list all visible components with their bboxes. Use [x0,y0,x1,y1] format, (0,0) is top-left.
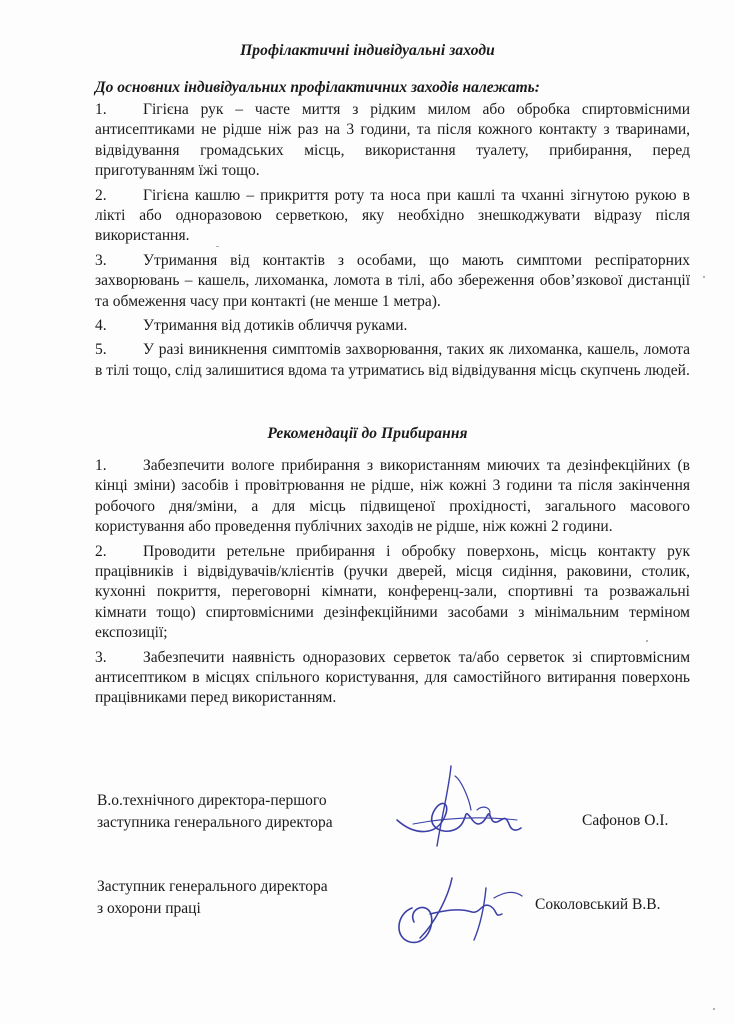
scan-speck [713,1008,715,1010]
prevention-list [95,100,690,385]
list-item: 5. У разі виникнення симптомів захворювання, таких як лихоманка, кашель, ломота в тілі тощо, слід залишитися вдома та утриматись від відвідування місць скупчень людей. [95,341,690,379]
list-item: 2. Гігієна кашлю – прикриття роту та носа при кашлі та чханні зігнутою рукою в лікті або одноразовою серветкою, яку необхідно знешкоджувати відразу після використання. [95,186,690,245]
list-item: 3. Забезпечити наявність одноразових серветок та/або серветок зі спиртовмісним антисептиком в місцях спільного користування, для самостійного витирання поверхонь працівниками перед використанням. [95,648,690,707]
signatory-name-1: Сафонов О.І. [582,812,669,829]
cleaning-list [95,456,690,713]
list-item: 3. Утримання від контактів з особами, що мають симптоми респіраторних захворювань – кашель, лихоманка, ломота в тілі, або збереження обов’язкової дистанції та обмеження часу при контакті (не менше 1 метра). [95,251,690,310]
scan-speck [646,640,648,642]
signatory-title-2: Заступник генерального директора з охорони праці [97,878,328,917]
signatory-name-2: Соколовський В.В. [535,896,661,913]
list-item: 1. Забезпечити вологе прибирання з використанням миючих та дезінфекційних (в кінці зміни) засобів і провітрювання не рідше, ніж кожні 3 години та після закінчення робочого дня/зміни, а для місць підвищеної прохідності, загального масового користування або проведення публічних заходів не рідше, ніж кожні 2 години. [95,457,690,536]
scan-speck [216,246,219,247]
list-item: 2. Проводити ретельне прибирання і обробку поверхонь, місць контакту рук працівників і відвідувачів/клієнтів (ручки дверей, місця сидіння, раковини, столик, кухонні покриття, переговорні кімнати, конференц-зали, спортивні та розважальні кімнати тощо) спиртовмісними дезінфекційними засобами з мінімальним терміном експозиції; [95,542,690,642]
section-title-cleaning: Рекомендації до Прибирання [267,425,468,442]
signature-safonov [385,758,535,858]
signatory-title-1: В.о.технічного директора-першого заступника генерального директора [97,792,333,831]
section-title-prevention: Профілактичні індивідуальні заходи [240,42,495,59]
scan-speck [703,276,705,278]
signature-sokolovskyi [390,868,530,958]
intro-line: До основних індивідуальних профілактичних заходів належать: [95,79,540,96]
list-item: 4. Утримання від дотиків обличчя руками. [95,317,408,335]
list-item: 1. Гігієна рук – часте миття з рідким милом або обробка спиртовмісними антисептиками не рідше ніж раз на 3 години, та після кожного контакту з тваринами, відвідування громадських місць, використання туалету, прибирання, перед приготуванням їжі тощо. [95,101,690,180]
